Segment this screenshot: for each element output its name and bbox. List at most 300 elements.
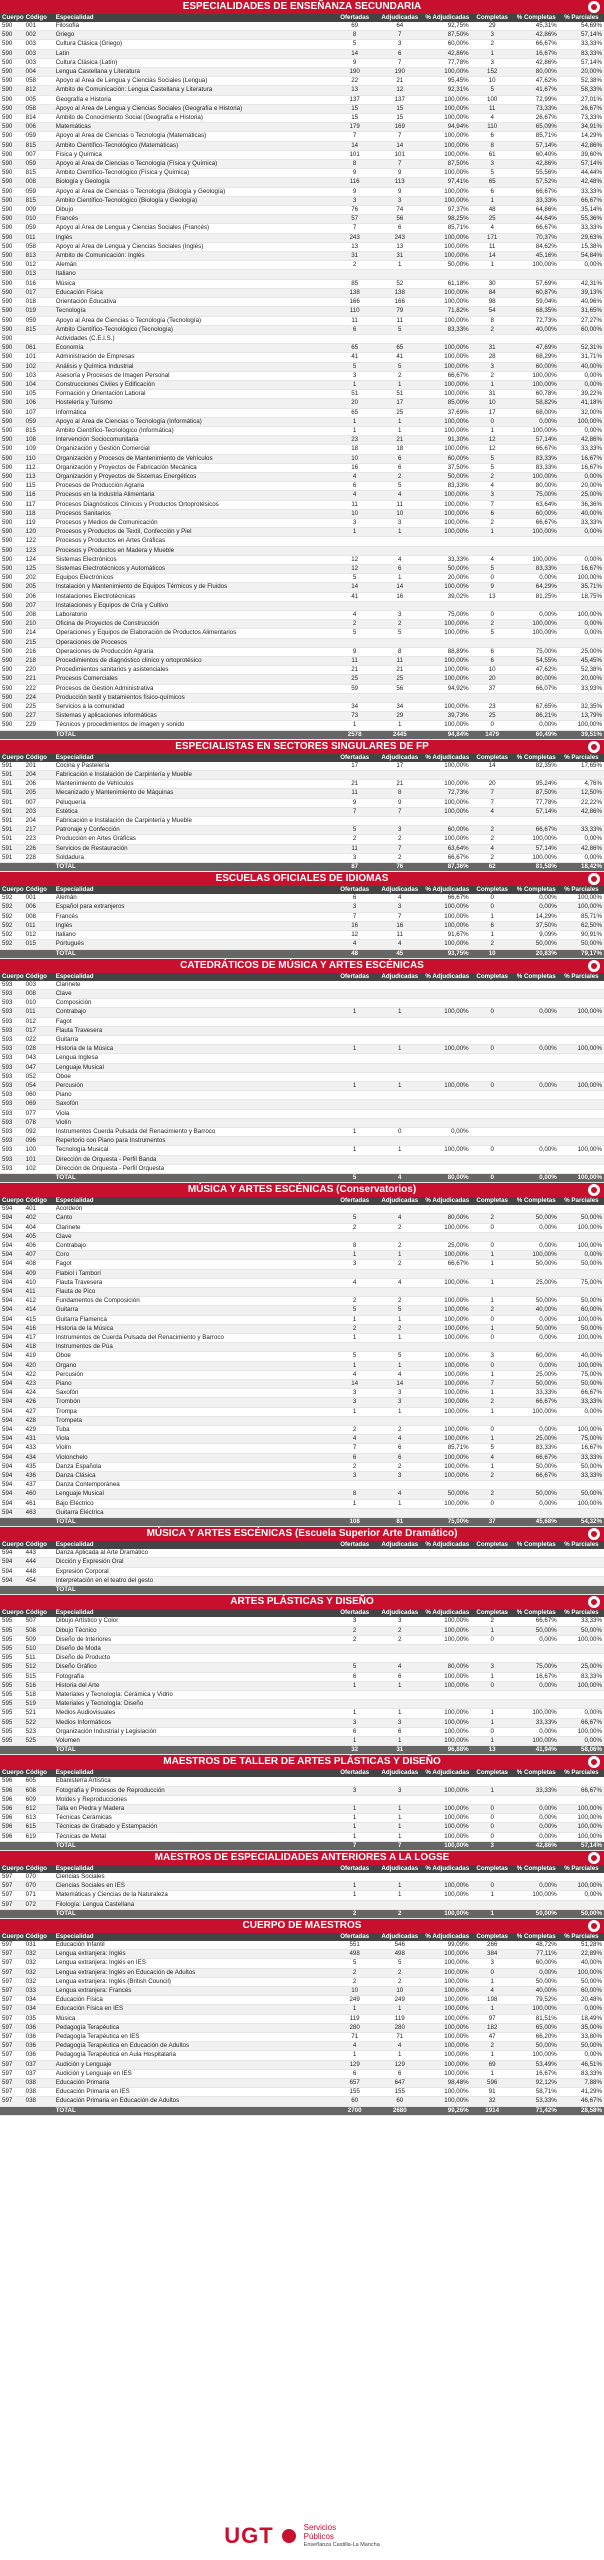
table-cell: 015 (24, 940, 54, 949)
table-cell: 69 (471, 2060, 514, 2069)
table-cell: 100,00% (559, 1081, 604, 1090)
table-cell: 8 (333, 1241, 376, 1250)
table-row (0, 1736, 604, 1745)
table-cell: 2 (376, 1968, 423, 1977)
table-cell: 594 (0, 1558, 24, 1567)
table-cell: 594 (0, 1508, 24, 1517)
table-row (0, 1306, 604, 1315)
table-cell: 5 (376, 1352, 423, 1361)
table-cell: 155 (376, 2088, 423, 2097)
table-cell: 060 (24, 1091, 54, 1100)
table-cell: 595 (0, 1617, 24, 1626)
table-cell: 0 (471, 1882, 514, 1891)
table-cell: Trompa (54, 1407, 333, 1416)
table-cell: 0,00% (559, 2051, 604, 2060)
table-cell: 71 (376, 2033, 423, 2042)
table-cell: 0 (471, 1334, 514, 1343)
table-cell: 216 (24, 647, 54, 656)
table-row (0, 95, 604, 104)
table-cell: Lengua Castellana y Literatura (54, 68, 333, 77)
total-cell: 57,14% (559, 1841, 604, 1850)
table-cell: 605 (24, 1777, 54, 1786)
table-row (0, 1508, 604, 1517)
table-cell: 525 (24, 1736, 54, 1745)
table-row (0, 1278, 604, 1287)
table-cell: 100,00% (514, 620, 559, 629)
table-cell: 593 (0, 989, 24, 998)
table-cell (559, 1137, 604, 1146)
table-cell (333, 1508, 376, 1517)
table-cell: 590 (0, 491, 24, 500)
total-cell: 31 (376, 1746, 423, 1755)
table-cell: Apoyo al Área de Ciencias o Tecnología (Matemáticas) (54, 132, 333, 141)
table-cell: Clave (54, 1232, 333, 1241)
table-row (0, 187, 604, 196)
table-cell: 100,00% (423, 2051, 470, 2060)
table-cell: 25,00% (559, 491, 604, 500)
table-cell: 32,35% (559, 703, 604, 712)
table-cell: 169 (376, 123, 423, 132)
table-cell: 100,00% (423, 1804, 470, 1813)
table-cell: 47 (471, 2033, 514, 2042)
table-cell: 1 (376, 261, 423, 270)
table-cell: 5 (333, 1214, 376, 1223)
table-cell: 100,00% (423, 196, 470, 205)
table-cell: 100,00% (423, 1499, 470, 1508)
table-cell: 594 (0, 1361, 24, 1370)
table-cell: 8 (471, 316, 514, 325)
table-cell (471, 1269, 514, 1278)
table-cell: 47,69% (514, 344, 559, 353)
table-cell: 100,00% (559, 1804, 604, 1813)
table-cell (514, 537, 559, 546)
table-cell (376, 1026, 423, 1035)
table-cell: 15 (333, 104, 376, 113)
table-cell: 597 (0, 1959, 24, 1968)
table-cell: 57,69% (514, 279, 559, 288)
table-cell: 100,00% (423, 1996, 470, 2005)
table-cell: 815 (24, 196, 54, 205)
table-cell: 18,49% (559, 2014, 604, 2023)
table-cell: 100,00% (559, 1499, 604, 1508)
table-cell (471, 1654, 514, 1663)
table-cell (423, 601, 470, 610)
table-row (0, 1127, 604, 1136)
total-cell (24, 2106, 54, 2115)
table-cell: Diseño de Producto (54, 1654, 333, 1663)
table-cell (423, 1155, 470, 1164)
table-row (0, 1072, 604, 1081)
table-cell: Piano (54, 1380, 333, 1389)
table-cell: 590 (0, 436, 24, 445)
table-cell: 2 (333, 1462, 376, 1471)
table-cell: 1 (376, 1736, 423, 1745)
table-cell: 208 (24, 611, 54, 620)
table-cell (559, 771, 604, 780)
table-cell: 66,67% (514, 224, 559, 233)
table-cell: 100,00% (423, 1681, 470, 1690)
table-cell: 100,00% (559, 1681, 604, 1690)
table-row (0, 1453, 604, 1462)
table-row (0, 1297, 604, 1306)
table-cell: 594 (0, 1269, 24, 1278)
table-cell: 83,33% (559, 49, 604, 58)
table-cell: 1 (376, 1882, 423, 1891)
table-row (0, 298, 604, 307)
table-row (0, 426, 604, 435)
table-cell: 198 (471, 1996, 514, 2005)
footer-line1: Servicios (303, 2522, 337, 2532)
table-cell: 100,00% (423, 1407, 470, 1416)
total-cell: 2445 (376, 730, 423, 739)
table-cell: 460 (24, 1490, 54, 1499)
table-cell: 29 (376, 712, 423, 721)
table-cell: 100,00% (423, 509, 470, 518)
table-cell: 593 (0, 1063, 24, 1072)
column-header: Código (24, 1865, 54, 1873)
table-cell: 110 (333, 307, 376, 316)
table-row (0, 371, 604, 380)
table-cell: Dicción y Expresión Oral (54, 1558, 333, 1567)
table-cell: 33,33% (559, 826, 604, 835)
table-cell: 100,00% (423, 114, 470, 123)
table-cell (423, 1109, 470, 1118)
table-cell: 591 (0, 853, 24, 862)
section-title: MAESTROS DE TALLER DE ARTES PLÁSTICAS Y DISEÑO (0, 1755, 604, 1769)
table-cell: 202 (24, 574, 54, 583)
table-cell (423, 1900, 470, 1909)
table-cell: 4 (376, 2042, 423, 2051)
table-row (0, 1380, 604, 1389)
table-cell: Tuba (54, 1426, 333, 1435)
table-cell: 52 (376, 279, 423, 288)
table-cell: 42,86% (514, 31, 559, 40)
table-cell: 16,67% (559, 454, 604, 463)
table-row (0, 592, 604, 601)
table-cell: 100,00% (423, 629, 470, 638)
table-cell: 15 (376, 114, 423, 123)
table-cell: 22 (333, 77, 376, 86)
table-cell: 590 (0, 371, 24, 380)
table-cell: 50,00% (559, 1626, 604, 1635)
table-cell: 0 (471, 1832, 514, 1841)
table-cell: 6 (333, 2069, 376, 2078)
table-cell: Fagot (54, 1017, 333, 1026)
table-cell: 594 (0, 1490, 24, 1499)
table-cell: 016 (24, 279, 54, 288)
table-cell: 83,33% (514, 454, 559, 463)
table-row (0, 1063, 604, 1072)
table-cell: 179 (333, 123, 376, 132)
table-cell: 594 (0, 1462, 24, 1471)
table-cell (471, 1900, 514, 1909)
table-cell: 597 (0, 2023, 24, 2032)
table-cell: 590 (0, 279, 24, 288)
column-header: Especialidad (54, 1933, 333, 1941)
table-cell: 4 (376, 491, 423, 500)
table-cell: 590 (0, 454, 24, 463)
table-cell: 100,00% (514, 555, 559, 564)
table-cell: 8 (376, 647, 423, 656)
table-cell: 6 (376, 1727, 423, 1736)
column-header: % Adjudicadas (425, 1609, 470, 1617)
table-cell: 615 (24, 1823, 54, 1832)
table-cell: Construcciones Civiles y Edificación (54, 380, 333, 389)
table-cell (514, 1026, 559, 1035)
table-cell: 10 (471, 399, 514, 408)
table-cell: Historia de la Música (54, 1045, 333, 1054)
table-cell: 220 (24, 666, 54, 675)
table-cell: 515 (24, 1672, 54, 1681)
table-cell: 590 (0, 500, 24, 509)
table-cell (471, 1118, 514, 1127)
table-cell: 25,00% (514, 1370, 559, 1379)
table-cell: 2 (333, 1223, 376, 1232)
table-row (0, 1444, 604, 1453)
table-cell: 75,00% (514, 647, 559, 656)
table-cell: 420 (24, 1361, 54, 1370)
table-cell: 593 (0, 1164, 24, 1173)
table-cell (471, 693, 514, 702)
table-cell: 21 (376, 780, 423, 789)
table-row (0, 1567, 604, 1576)
table-cell: 100,00% (423, 1453, 470, 1462)
table-cell: 593 (0, 1054, 24, 1063)
table-cell: 2 (471, 1490, 514, 1499)
table-cell: 91 (471, 2088, 514, 2097)
section-title: CUERPO DE MAESTROS (0, 1919, 604, 1933)
table-cell: 100,00% (559, 1241, 604, 1250)
table-cell: 0 (471, 1081, 514, 1090)
table-cell: 100,00% (423, 1617, 470, 1626)
table-cell: 42,86% (514, 58, 559, 67)
column-header: Completas (471, 1933, 514, 1941)
table-cell: 591 (0, 780, 24, 789)
table-cell: 50,00% (423, 1490, 470, 1499)
table-cell (333, 771, 376, 780)
table-cell: 1 (471, 1977, 514, 1986)
table-cell: 100,00% (423, 426, 470, 435)
table-row (0, 325, 604, 334)
table-cell: 73,33% (559, 114, 604, 123)
table-cell: 33,33% (559, 445, 604, 454)
table-cell: 37,69% (423, 408, 470, 417)
table-cell: 0,00% (514, 1315, 559, 1324)
table-cell: 597 (0, 2079, 24, 2088)
table-cell: 100,00% (559, 1832, 604, 1841)
table-cell: 100,00% (423, 1008, 470, 1017)
table-cell (559, 1063, 604, 1072)
table-cell: 50,00% (514, 1462, 559, 1471)
table-row (0, 1690, 604, 1699)
table-cell: 21 (376, 666, 423, 675)
table-cell: 038 (24, 2088, 54, 2097)
table-cell: 0 (471, 1315, 514, 1324)
table-row (0, 1959, 604, 1968)
table-cell: 100,00% (423, 518, 470, 527)
table-cell: 204 (24, 817, 54, 826)
table-cell: 53,33% (514, 2097, 559, 2106)
table-cell: 52,38% (559, 77, 604, 86)
table-cell: 66,67% (514, 40, 559, 49)
table-cell: 595 (0, 1718, 24, 1727)
table-row (0, 1549, 604, 1558)
column-header: % Adjudicadas (425, 14, 470, 21)
table-cell: Educación Física en IES (54, 2005, 333, 2014)
table-cell: Diseño de Moda (54, 1644, 333, 1653)
table-cell: 100,00% (423, 1398, 470, 1407)
column-header: Adjudicadas (376, 754, 423, 762)
table-cell: 0,00% (559, 555, 604, 564)
table-cell: 012 (24, 1017, 54, 1026)
section-title: MÚSICA Y ARTES ESCÉNICAS (Conservatorios) (0, 1183, 604, 1197)
table-cell: 590 (0, 215, 24, 224)
table-cell: 0,00% (514, 1823, 559, 1832)
table-cell: 1 (471, 1709, 514, 1718)
table-cell: 1 (333, 1814, 376, 1823)
total-cell: 76 (376, 863, 423, 872)
table-cell (559, 1558, 604, 1567)
table-cell: 100,00% (423, 1882, 470, 1891)
table-cell: 37,50% (423, 463, 470, 472)
table-cell: Música (54, 2014, 333, 2023)
table-cell: 16 (376, 921, 423, 930)
table-cell: 182 (471, 2023, 514, 2032)
table-cell: 4 (333, 472, 376, 481)
table-cell: 032 (24, 1968, 54, 1977)
table-cell: 12 (471, 445, 514, 454)
table-cell: 50,00% (559, 1977, 604, 1986)
table-cell (333, 1873, 376, 1882)
table-cell: 5 (333, 40, 376, 49)
table-cell: 20,00% (559, 68, 604, 77)
table-cell: Ámbito de Comunicación: Inglés (54, 252, 333, 261)
table-cell: 63,64% (514, 500, 559, 509)
table-cell: 590 (0, 22, 24, 31)
table-cell: 8 (333, 1490, 376, 1499)
table-cell (471, 1063, 514, 1072)
footer-line3: Enseñanza Castilla-La Mancha (303, 2541, 380, 2548)
table-cell (559, 1288, 604, 1297)
table-cell: 97,41% (423, 178, 470, 187)
table-cell (423, 334, 470, 343)
table-cell: 1 (471, 1891, 514, 1900)
table-cell: 3 (471, 1959, 514, 1968)
table-cell: 85 (333, 279, 376, 288)
table-cell: 8 (333, 31, 376, 40)
table-cell: 2 (471, 1214, 514, 1223)
table-cell: 0,00% (514, 1334, 559, 1343)
table-cell: 20 (333, 399, 376, 408)
total-row (0, 1841, 604, 1850)
table-row (0, 940, 604, 949)
table-cell (559, 1109, 604, 1118)
table-cell (333, 1343, 376, 1352)
table-cell: 595 (0, 1690, 24, 1699)
table-cell: Interpretación en el teatro del gesto (54, 1576, 333, 1585)
table-cell: 100,00% (514, 1251, 559, 1260)
table-cell: 3 (333, 1389, 376, 1398)
table-cell: 2 (333, 1977, 376, 1986)
table-cell (423, 537, 470, 546)
table-row (0, 2051, 604, 2060)
table-cell: 010 (24, 999, 54, 1008)
table-cell: 2 (376, 1977, 423, 1986)
table-cell (471, 981, 514, 990)
table-cell: 50,00% (514, 2042, 559, 2051)
table-cell: 54,55% (514, 657, 559, 666)
table-cell: 590 (0, 298, 24, 307)
table-cell: 100,00% (514, 835, 559, 844)
table-cell: Apoyo al Área de Lengua y Ciencias Sociales (Lengua) (54, 77, 333, 86)
table-cell: 27,27% (559, 316, 604, 325)
table-cell (559, 1508, 604, 1517)
table-cell: 011 (24, 921, 54, 930)
table-cell: Latín (54, 49, 333, 58)
table-cell: 597 (0, 1882, 24, 1891)
table-cell: 0 (471, 1361, 514, 1370)
table-cell: 98 (471, 298, 514, 307)
table-cell: 405 (24, 1232, 54, 1241)
table-cell: 454 (24, 1576, 54, 1585)
table-cell: 100,00% (423, 657, 470, 666)
table-cell: Volumen (54, 1736, 333, 1745)
table-cell: 591 (0, 826, 24, 835)
table-cell: 60,00% (514, 1959, 559, 1968)
total-cell: 37 (471, 1518, 514, 1527)
table-cell: 5 (376, 1306, 423, 1315)
table-cell: 100,00% (423, 762, 470, 771)
table-cell: 1 (471, 1297, 514, 1306)
table-cell: 592 (0, 912, 24, 921)
total-cell: TOTAL (54, 1518, 333, 1527)
table-cell: 120 (24, 528, 54, 537)
table-cell (471, 537, 514, 546)
table-cell: 50,00% (559, 1462, 604, 1471)
table-cell: 36,36% (559, 500, 604, 509)
table-cell: 443 (24, 1549, 54, 1558)
table-cell: 408 (24, 1260, 54, 1269)
table-cell: 100,00% (423, 1297, 470, 1306)
table-cell: Flauta Travesera (54, 1026, 333, 1035)
table-cell: 100,00% (423, 1081, 470, 1090)
total-cell: 7 (376, 1841, 423, 1850)
table-cell: 415 (24, 1315, 54, 1324)
table-cell: 1 (376, 1251, 423, 1260)
column-header: Especialidad (54, 1769, 333, 1777)
table-cell: 100,00% (423, 807, 470, 816)
table-cell: 590 (0, 68, 24, 77)
table-cell (471, 546, 514, 555)
table-cell: 047 (24, 1063, 54, 1072)
table-cell: 224 (24, 693, 54, 702)
table-row (0, 528, 604, 537)
table-cell: 101 (376, 150, 423, 159)
table-cell: 3 (471, 362, 514, 371)
table-cell (376, 1205, 423, 1214)
section-table (0, 1865, 604, 1919)
table-cell: 26,67% (514, 114, 559, 123)
table-cell (471, 1205, 514, 1214)
table-cell: 007 (24, 150, 54, 159)
table-cell: 059 (24, 417, 54, 426)
table-cell: 590 (0, 380, 24, 389)
table-cell: 1 (376, 1832, 423, 1841)
table-cell (423, 1232, 470, 1241)
table-cell: 2 (376, 371, 423, 380)
table-cell: 66,67% (514, 826, 559, 835)
table-cell: Fotografía y Procesos de Reproducción (54, 1786, 333, 1795)
